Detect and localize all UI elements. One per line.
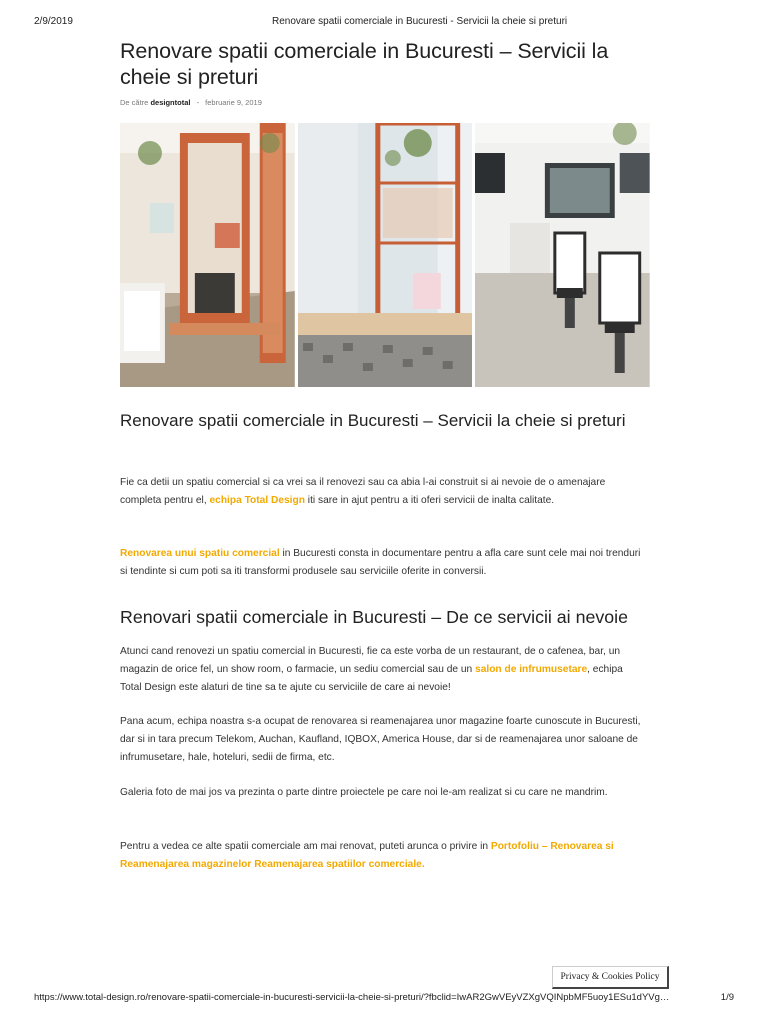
paragraph-clients: Pana acum, echipa noastra s-a ocupat de renovarea si reamenajarea unor magazine foarte cunoscute in Bucuresti, dar si in tara precum Telekom, Auchan, Kaufland, IQBOX, America House, dar si de reamenajarea unor saloane de infrumusetare, hale, hoteluri, sedii de firma, etc.	[120, 716, 641, 763]
print-title: Renovare spatii comerciale in Bucuresti - Servicii la cheie si preturi	[272, 16, 568, 27]
link-total-design-team[interactable]: echipa Total Design	[209, 495, 305, 506]
text-fragment: Fie ca detii un spatiu comercial si ca vrei sa il renovezi sau ca abia l-ai construit si ai nevoie de o amenajare completa pentru el,	[120, 477, 606, 506]
salon-photo-left	[120, 123, 295, 387]
publish-date: februarie 9, 2019	[205, 98, 262, 107]
section-heading-intro: Renovare spatii comerciale in Bucuresti – Servicii la cheie si preturi	[120, 411, 626, 430]
hero-image	[120, 123, 650, 387]
page-url: https://www.total-design.ro/renovare-spatii-comerciale-in-bucuresti-servicii-la-cheie-si-preturi/?fbclid=IwAR2GwVEyVZXgVQINpbMF5uoy1ESu1dYVg…	[34, 992, 670, 1003]
text-fragment: Pentru a vedea ce alte spatii comerciale am mai renovat, puteti arunca o privire in	[120, 841, 491, 852]
author-link[interactable]: designtotal	[150, 98, 191, 107]
page-number: 1/9	[720, 992, 734, 1003]
salon-photo-right	[475, 123, 650, 387]
link-renovation-commercial-space[interactable]: Renovarea unui spatiu comercial	[120, 548, 280, 559]
link-portfolio[interactable]: Portofoliu – Renovarea si Reamenajarea magazinelor Reamenajarea spatiilor comerciale.	[120, 841, 614, 870]
paragraph-services	[120, 643, 645, 697]
text-fragment: , echipa Total Design este alaturi de tine sa te ajute cu serviciile de care ai nevoie!	[120, 664, 623, 693]
print-header	[34, 16, 734, 30]
text-fragment: Atunci cand renovezi un spatiu comercial in Bucuresti, fie ca este vorba de un restaurant, de o cafenea, bar, un magazin de orice fel, un show room, o farmacie, un sediu comercial sau de un	[120, 646, 621, 675]
meta-separator: -	[196, 98, 200, 107]
paragraph-gallery: Galeria foto de mai jos va prezinta o parte dintre proiectele pe care noi le-am realizat si cu care ne mandrim.	[120, 787, 608, 798]
print-footer	[34, 992, 734, 1006]
article-meta	[120, 98, 650, 110]
paragraph-renovation	[120, 545, 645, 581]
print-date: 2/9/2019	[34, 16, 73, 27]
paragraph-intro	[120, 474, 645, 510]
article-header	[120, 38, 650, 110]
page-title: Renovare spatii comerciale in Bucuresti – Servicii la cheie si preturi	[120, 39, 609, 89]
privacy-cookies-button[interactable]: Privacy & Cookies Policy	[552, 966, 669, 989]
by-label: De către	[120, 98, 149, 107]
text-fragment: in Bucuresti consta in documentare pentru a afla care sunt cele mai noi trenduri si tendinte si cum poti sa iti transformi produsele sau serviciile oferite in conversii.	[120, 548, 641, 577]
salon-photo-center	[298, 123, 473, 387]
text-fragment: iti sare in ajut pentru a iti oferi servicii de inalta calitate.	[304, 495, 555, 506]
link-beauty-salon[interactable]: salon de infrumusetare	[475, 664, 588, 675]
section-heading-services: Renovari spatii comerciale in Bucuresti – De ce servicii ai nevoie	[120, 607, 628, 627]
paragraph-portfolio	[120, 838, 645, 874]
